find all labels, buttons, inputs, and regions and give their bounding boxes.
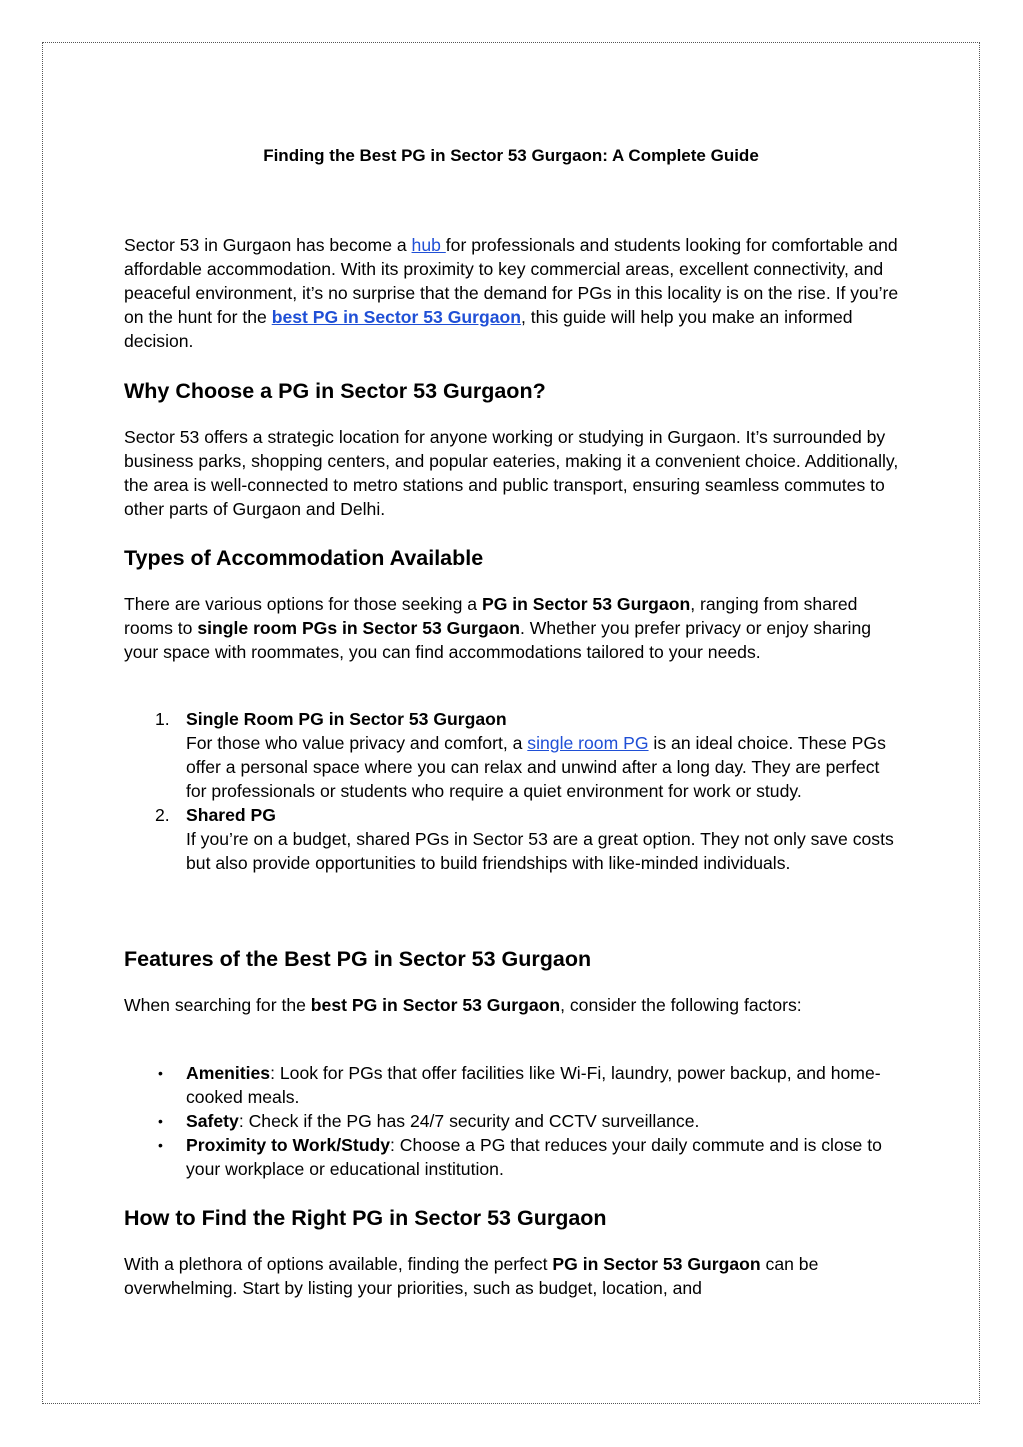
types-numbered-list: [124, 707, 904, 875]
single-room-pg-link[interactable]: single room PG: [527, 733, 649, 753]
list-item: [124, 1133, 904, 1181]
list-item-text: : Check if the PG has 24/7 security and CCTV surveillance.: [238, 1111, 700, 1131]
howto-paragraph: [124, 1252, 904, 1300]
features-text-2: , consider the following factors:: [560, 995, 802, 1015]
page-title: Finding the Best PG in Sector 53 Gurgaon: A Complete Guide: [263, 146, 759, 165]
list-item-text: : Look for PGs that offer facilities like Wi-Fi, laundry, power backup, and home-cooked meals.: [186, 1063, 881, 1107]
list-item-title: Shared PG: [186, 805, 276, 825]
list-number: 1.: [155, 709, 170, 729]
list-item-label: Safety: [186, 1111, 239, 1131]
hub-link[interactable]: hub: [411, 235, 446, 255]
howto-text-1: With a plethora of options available, finding the perfect: [124, 1254, 553, 1274]
intro-paragraph: [124, 233, 904, 353]
types-bold-1: PG in Sector 53 Gurgaon: [481, 594, 691, 614]
howto-bold-1: PG in Sector 53 Gurgaon: [552, 1254, 761, 1274]
bullet-icon: •: [158, 1065, 163, 1081]
bullet-icon: •: [158, 1137, 163, 1153]
why-paragraph: Sector 53 offers a strategic location for anyone working or studying in Gurgaon. It’s surrounded by business parks, shopping centers, and popular eateries, making it a convenient choice. Additionally, the area is well-connected to metro stations and public transport, ensuring seamless commutes to other parts of Gurgaon and Delhi.: [124, 427, 899, 519]
list-item: [124, 803, 904, 875]
types-heading: Types of Accommodation Available: [124, 546, 484, 570]
types-text-1: There are various options for those seeking a: [124, 594, 482, 614]
types-text-2: , ranging from shared rooms to: [124, 594, 858, 638]
list-item: [124, 1061, 904, 1109]
features-bullet-list: [124, 1061, 904, 1181]
types-paragraph: [124, 592, 904, 664]
list-item-title: Single Room PG in Sector 53 Gurgaon: [186, 709, 507, 729]
list-item-label: Amenities: [186, 1063, 271, 1083]
types-bold-2: single room PGs in Sector 53 Gurgaon: [197, 618, 520, 638]
bullet-icon: •: [158, 1113, 163, 1129]
list-item: [124, 1109, 904, 1133]
features-text-1: When searching for the: [124, 995, 311, 1015]
list-item: [124, 707, 904, 803]
intro-text-3: , this guide will help you make an informed decision.: [124, 307, 853, 351]
intro-text-1: Sector 53 in Gurgaon has become a: [124, 235, 412, 255]
intro-text-2: for professionals and students looking for comfortable and affordable accommodation. With its proximity to key commercial areas, excellent connectivity, and peaceful environment, it’s no surprise that the demand for PGs in this locality is on the rise. If you’re on the hunt for the: [124, 235, 899, 327]
features-paragraph: [124, 993, 904, 1017]
list-item-label: Proximity to Work/Study: [186, 1135, 390, 1155]
howto-text-2: can be overwhelming. Start by listing your priorities, such as budget, location, and: [124, 1254, 819, 1298]
list-item-text: : Choose a PG that reduces your daily commute and is close to your workplace or educational institution.: [186, 1135, 882, 1179]
list-item-text: If you’re on a budget, shared PGs in Sector 53 are a great option. They not only save costs but also provide opportunities to build friendships with like-minded individuals.: [186, 829, 894, 873]
best-pg-link[interactable]: best PG in Sector 53 Gurgaon: [271, 307, 522, 327]
howto-heading: How to Find the Right PG in Sector 53 Gurgaon: [124, 1206, 607, 1230]
list-item-text-2: is an ideal choice. These PGs offer a personal space where you can relax and unwind after a long day. They are perfect for professionals or students who require a quiet environment for work or study.: [186, 733, 886, 801]
list-number: 2.: [155, 805, 170, 825]
features-heading: Features of the Best PG in Sector 53 Gurgaon: [124, 947, 592, 971]
list-item-text-1: For those who value privacy and comfort, a: [186, 733, 528, 753]
features-bold-1: best PG in Sector 53 Gurgaon: [310, 995, 561, 1015]
why-heading: Why Choose a PG in Sector 53 Gurgaon?: [124, 379, 546, 403]
types-text-3: . Whether you prefer privacy or enjoy sharing your space with roommates, you can find accommodations tailored to your needs.: [124, 618, 872, 662]
